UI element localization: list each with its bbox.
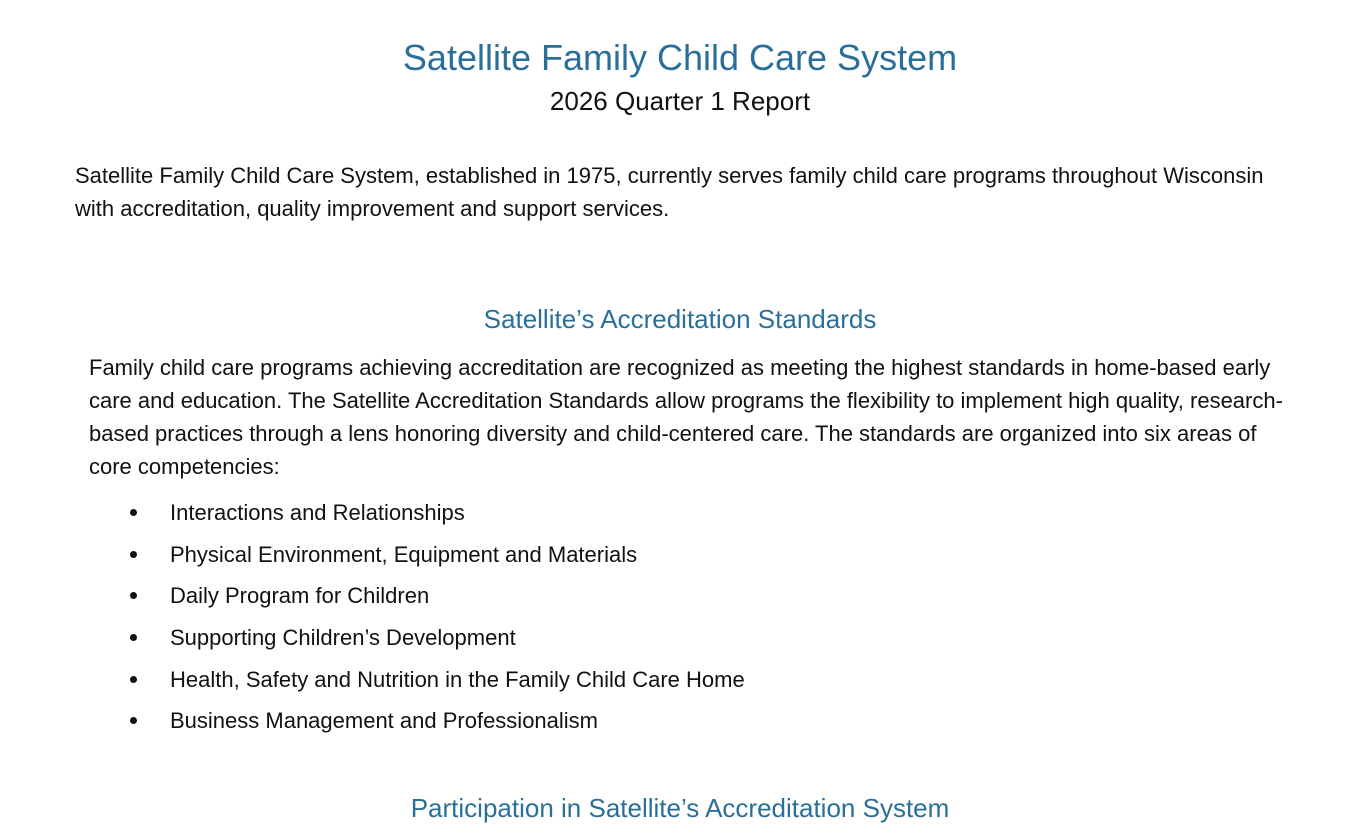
list-item-label: Supporting Children’s Development [170, 625, 516, 651]
bullet-icon [130, 676, 137, 683]
list-item-label: Daily Program for Children [170, 583, 430, 609]
standards-paragraph: Family child care programs achieving accreditation are recognized as meeting the highest standards in home-based early care and education. The Satellite Accreditation Standards allow programs the flexibility to implement high quality, research-based practices through a lens honoring diversity and child-centered care. The standards are organized into six areas of core competencies: [89, 355, 1283, 479]
bullet-icon [130, 509, 137, 516]
list-item-label: Health, Safety and Nutrition in the Family Child Care Home [170, 666, 745, 692]
list-item-label: Business Management and Professionalism [170, 708, 599, 734]
list-item [126, 538, 745, 580]
competencies-list [126, 496, 745, 746]
document-subtitle: 2026 Quarter 1 Report [549, 86, 811, 116]
intro-paragraph: Satellite Family Child Care System, established in 1975, currently serves family child care programs throughout Wisconsin with accreditation, quality improvement and support services. [75, 163, 1264, 221]
list-item-label: Interactions and Relationships [170, 500, 465, 525]
list-item [126, 663, 745, 705]
list-item [126, 621, 745, 663]
bullet-icon [130, 592, 137, 599]
list-item [126, 704, 745, 746]
standards-heading: Satellite’s Accreditation Standards [483, 304, 877, 334]
list-item-label: Physical Environment, Equipment and Materials [170, 541, 638, 567]
participation-heading: Participation in Satellite’s Accreditation System [410, 793, 950, 823]
list-item [126, 496, 745, 538]
bullet-icon [130, 634, 137, 641]
bullet-icon [130, 551, 137, 558]
bullet-icon [130, 717, 137, 724]
document-title: Satellite Family Child Care System [402, 37, 958, 78]
list-item [126, 579, 745, 621]
